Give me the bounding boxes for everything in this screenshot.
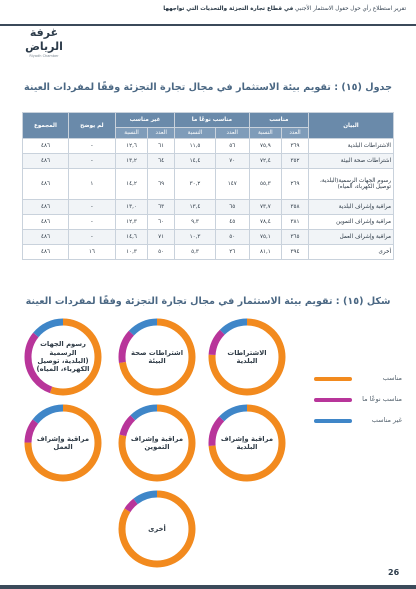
table-cell: ٣٦٩ [282,139,309,154]
table-cell: ٧١ [148,230,175,245]
donut-label: أخرى [148,524,166,533]
table-cell: ٤٨٦ [23,139,69,154]
table-cell: ٣٩٤ [282,245,309,260]
header-suitable: مناسب [249,113,308,128]
subheader-percent: النسبة [175,128,216,139]
table-cell: ٣٠,٢ [175,169,216,200]
subheader-percent: النسبة [115,128,147,139]
chamber-logo [20,26,68,58]
table-cell: ٥٠ [148,245,175,260]
header-not-suitable: غير مناسب [115,113,174,128]
row-label: رسوم الجهات الرسمية(البلدية، توصيل الكهرباء، المياه) [309,169,394,200]
table-cell: ٥٥,٣ [249,169,281,200]
table-cell: ٩,٣ [175,215,216,230]
donut-label: مراقبة وإشراف التموين [130,434,184,451]
table-cell: ٦٩ [148,169,175,200]
table-cell: ١٣,٤ [175,200,216,215]
row-label: اشتراطات صحة البيئة [309,154,394,169]
table-row [23,215,394,230]
table-cell: ١١,٥ [175,139,216,154]
table-cell: ٥٠ [215,230,249,245]
row-label: مراقبة وإشراف العمل [309,230,394,245]
table-cell: ٨١,١ [249,245,281,260]
legend-swatch [314,398,352,402]
table-cell: ٣٥٢ [282,154,309,169]
header-no-answer: لم يوضح [68,113,115,139]
donut-chart [116,316,198,398]
table-cell: ٦٤ [148,154,175,169]
table-cell: ١٠,٣ [115,245,147,260]
legend-item [314,416,402,437]
table-row [23,200,394,215]
table-row [23,245,394,260]
legend-label: مناسب نوعًا ما [362,395,402,403]
page-number: 26 [388,568,400,577]
donut-chart [22,316,104,398]
header-item: البيان [309,113,394,139]
header-title-bold: في قطاع تجارة التجزئة والتحديات التي تواجهها [163,6,294,12]
donut-chart [206,316,288,398]
table-cell: ٢٦٩ [282,169,309,200]
table-cell: - [68,154,115,169]
chart-title: شكل (١٥) : تقويم بيئة الاستثمار في مجال تجارة التجزئة وفقًا لمفردات العينة [25,296,391,307]
table-cell: ٣٨١ [282,215,309,230]
header-somewhat: مناسب نوعًا ما [175,113,250,128]
table-cell: ٦١ [148,139,175,154]
table-cell: ٤٨٦ [23,154,69,169]
table-cell: ٥,٣ [175,245,216,260]
table-cell: ٧٣,٧ [249,200,281,215]
legend-label: مناسب [382,374,402,382]
header-title [163,6,406,12]
table-cell: ١٢,٣ [115,215,147,230]
chart-legend [314,374,402,437]
donut-chart [22,402,104,484]
donut-chart [206,402,288,484]
legend-label: غير مناسب [371,416,402,424]
table-cell: ٦٣ [148,200,175,215]
row-label: مراقبة وإشراف التموين [309,215,394,230]
subheader-count: العدد [215,128,249,139]
legend-swatch [314,377,352,381]
donut-label: رسوم الجهات الرسمية (البلدية، توصيل الكهرباء، المياه) [36,340,90,374]
table-cell: ٧٨,٤ [249,215,281,230]
table-cell: ١٣,٠ [115,200,147,215]
table-cell: ٢٦ [215,245,249,260]
table-cell: - [68,139,115,154]
footer-stripe [0,585,416,589]
table-title: جدول (١٥) : تقويم بيئة الاستثمار في مجال تجارة التجزئة وفقًا لمفردات العينة [24,82,392,93]
table-cell: ٧٥,٩ [249,139,281,154]
legend-swatch [314,419,352,423]
donut-chart [116,402,198,484]
table-row [23,169,394,200]
table-body [23,139,394,260]
table-cell: - [68,200,115,215]
table-cell: ٧٥,١ [249,230,281,245]
subheader-percent: النسبة [249,128,281,139]
table-cell: ١٤٧ [215,169,249,200]
table-cell: - [68,230,115,245]
table-row [23,154,394,169]
evaluation-table [22,112,394,260]
donut-label: مراقبة وإشراف البلدية [220,434,274,451]
table-row [23,230,394,245]
donut-label: مراقبة وإشراف العمل [36,434,90,451]
table-cell: ١٣,٢ [115,154,147,169]
table-row [23,139,394,154]
row-label: الاشتراطات البلدية [309,139,394,154]
table-cell: ٤٨٦ [23,230,69,245]
table-cell: ١٤,٦ [115,230,147,245]
table-cell: ٤٨٦ [23,200,69,215]
table-cell: ٧٢,٤ [249,154,281,169]
subheader-count: العدد [282,128,309,139]
table-cell: - [68,215,115,230]
table-cell: ١٠,٣ [175,230,216,245]
subheader-count: العدد [148,128,175,139]
table-cell: ٤٨٦ [23,245,69,260]
table-cell: ٤٥ [215,215,249,230]
table-cell: ١٤,٢ [115,169,147,200]
legend-item [314,395,402,416]
donut-label: اشتراطات صحة البيئة [130,348,184,365]
logo-subtitle: Riyadh Chamber [29,54,59,58]
table-cell: ٤٨٦ [23,169,69,200]
row-label: مراقبة وإشراف البلدية [309,200,394,215]
donut-label: الاشتراطات البلدية [227,348,267,365]
table-cell: ٧٠ [215,154,249,169]
table-cell: ٦٥ [215,200,249,215]
page-header [0,0,416,24]
table-cell: ٣٦٥ [282,230,309,245]
table-cell: ١٢,٦ [115,139,147,154]
table-cell: ٤٨٦ [23,215,69,230]
logo-mark: غرفة الرياض [25,26,63,53]
header-total: المجموع [23,113,69,139]
table-cell: ٣٥٨ [282,200,309,215]
table-cell: ١٦ [68,245,115,260]
table-cell: ٦٠ [148,215,175,230]
table-cell: ١٤,٤ [175,154,216,169]
table-cell: ١ [68,169,115,200]
donut-chart [116,488,198,570]
legend-item [314,374,402,395]
table-header-row [23,113,394,128]
table-cell: ٥٦ [215,139,249,154]
header-title-prefix: تقرير استطلاع رأي حول حقول الاستثمار الأجنبي [295,6,406,12]
row-label: أخرى [309,245,394,260]
